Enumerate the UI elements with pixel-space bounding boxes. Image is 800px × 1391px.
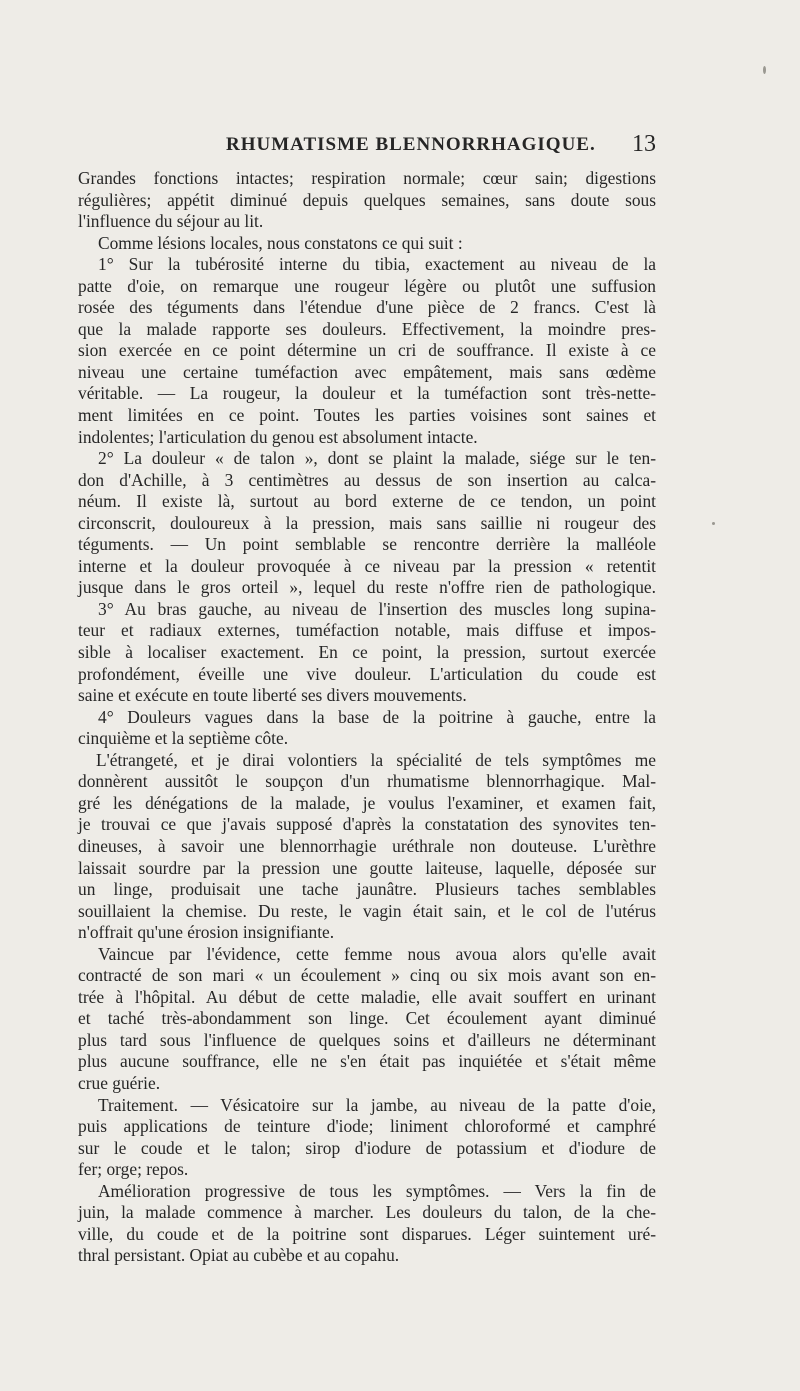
text-line: circonscrit, douloureux à la pression, mais sans saillie ni rougeur des <box>78 512 656 533</box>
text-line: plus tard sous l'influence de quelques soins et d'ailleurs ne déterminant <box>78 1029 656 1050</box>
running-title: RHUMATISME BLENNORRHAGIQUE. <box>226 134 596 155</box>
text-line: Comme lésions locales, nous constatons ce qui suit : <box>98 232 463 253</box>
text-line: et taché très-abondamment son linge. Cet écoulement ayant diminué <box>78 1008 656 1029</box>
text-line: puis applications de teinture d'iode; liniment chloroformé et camphré <box>78 1116 656 1137</box>
paper-speck <box>712 522 715 525</box>
paper-speck <box>763 66 766 74</box>
text-line: teur et radiaux externes, tuméfaction notable, mais diffuse et impos- <box>78 620 656 641</box>
text-line: rosée des téguments dans l'étendue d'une pièce de 2 francs. C'est là <box>78 297 656 318</box>
text-line: Traitement. — Vésicatoire sur la jambe, au niveau de la patte d'oie, <box>98 1094 656 1115</box>
text-line: souillaient la chemise. Du reste, le vagin était sain, et le col de l'utérus <box>78 900 656 921</box>
text-line: jusque dans le gros orteil », lequel du reste n'offre rien de pathologique. <box>78 577 656 598</box>
text-line: profondément, éveille une vive douleur. L'articulation du coude est <box>78 663 656 684</box>
text-line: thral persistant. Opiat au cubèbe et au copahu. <box>78 1245 400 1266</box>
text-line: plus aucune souffrance, elle ne s'en était pas inquiétée et s'était même <box>78 1051 656 1072</box>
text-line: régulières; appétit diminué depuis quelques semaines, sans doute sous <box>78 189 656 210</box>
text-line: saine et exécute en toute liberté ses divers mouvements. <box>78 685 467 706</box>
text-line: un linge, produisait une tache jaunâtre. Plusieurs taches semblables <box>78 879 656 900</box>
text-line: contracté de son mari « un écoulement » cinq ou six mois avant son en- <box>78 965 656 986</box>
text-line: fer; orge; repos. <box>78 1159 189 1180</box>
text-line: dineuses, à savoir une blennorrhagie uréthrale non douteuse. L'urèthre <box>78 835 656 856</box>
body-text <box>78 168 656 1267</box>
text-line: niveau une certaine tuméfaction avec empâtement, mais sans œdème <box>78 361 656 382</box>
text-line: interne et la douleur provoquée à ce niveau par la pression « retentit <box>78 555 656 576</box>
text-line: patte d'oie, on remarque une rougeur légère ou plutôt une suffusion <box>78 275 656 296</box>
page-number: 13 <box>632 131 656 157</box>
text-line: L'étrangeté, et je dirai volontiers la spécialité de tels symptômes me <box>96 749 656 770</box>
page-header <box>78 131 656 160</box>
text-line: sible à localiser exactement. En ce point, la pression, surtout exercée <box>78 642 656 663</box>
text-line: ment limitées en ce point. Toutes les parties voisines sont saines et <box>78 405 656 426</box>
text-line: Grandes fonctions intactes; respiration normale; cœur sain; digestions <box>78 168 656 188</box>
text-line: téguments. — Un point semblable se rencontre derrière la malléole <box>78 534 656 555</box>
text-line: 4° Douleurs vagues dans la base de la poitrine à gauche, entre la <box>98 706 656 727</box>
text-line: juin, la malade commence à marcher. Les douleurs du talon, de la che- <box>78 1202 656 1223</box>
text-line: donnèrent aussitôt le soupçon d'un rhumatisme blennorrhagique. Mal- <box>78 771 656 792</box>
text-line: ville, du coude et de la poitrine sont disparues. Léger suintement uré- <box>78 1223 656 1244</box>
text-line: n'offrait qu'une érosion insignifiante. <box>78 922 335 943</box>
text-line: gré les dénégations de la malade, je voulus l'examiner, et examen fait, <box>78 792 656 813</box>
text-line: 1° Sur la tubérosité interne du tibia, exactement au niveau de la <box>98 254 656 275</box>
text-line: indolentes; l'articulation du genou est absolument intacte. <box>78 426 478 447</box>
text-line: don d'Achille, à 3 centimètres au dessus de son insertion au calca- <box>78 469 656 490</box>
text-line: que la malade rapporte ses douleurs. Effectivement, la moindre pres- <box>78 318 656 339</box>
text-line: cinquième et la septième côte. <box>78 728 289 749</box>
text-line: véritable. — La rougeur, la douleur et la tuméfaction sont très-nette- <box>78 383 656 404</box>
text-line: néum. Il existe là, surtout au bord externe de ce tendon, un point <box>78 491 656 512</box>
text-line: Amélioration progressive de tous les symptômes. — Vers la fin de <box>98 1180 656 1201</box>
text-line: sur le coude et le talon; sirop d'iodure de potassium et d'iodure de <box>78 1137 656 1158</box>
text-line: 2° La douleur « de talon », dont se plaint la malade, siége sur le ten- <box>98 448 656 469</box>
text-line: sion exercée en ce point détermine un cri de souffrance. Il existe à ce <box>78 340 656 361</box>
text-line: l'influence du séjour au lit. <box>78 211 264 232</box>
text-line: trée à l'hôpital. Au début de cette maladie, elle avait souffert en urinant <box>78 986 656 1007</box>
text-line: Vaincue par l'évidence, cette femme nous avoua alors qu'elle avait <box>98 943 656 964</box>
text-line: je trouvai ce que j'avais supposé d'après la constatation des synovites ten- <box>78 814 656 835</box>
text-line: 3° Au bras gauche, au niveau de l'insertion des muscles long supina- <box>98 598 656 619</box>
text-line: laissait sourdre par la pression une goutte laiteuse, laquelle, déposée sur <box>78 857 656 878</box>
text-line: crue guérie. <box>78 1072 161 1093</box>
